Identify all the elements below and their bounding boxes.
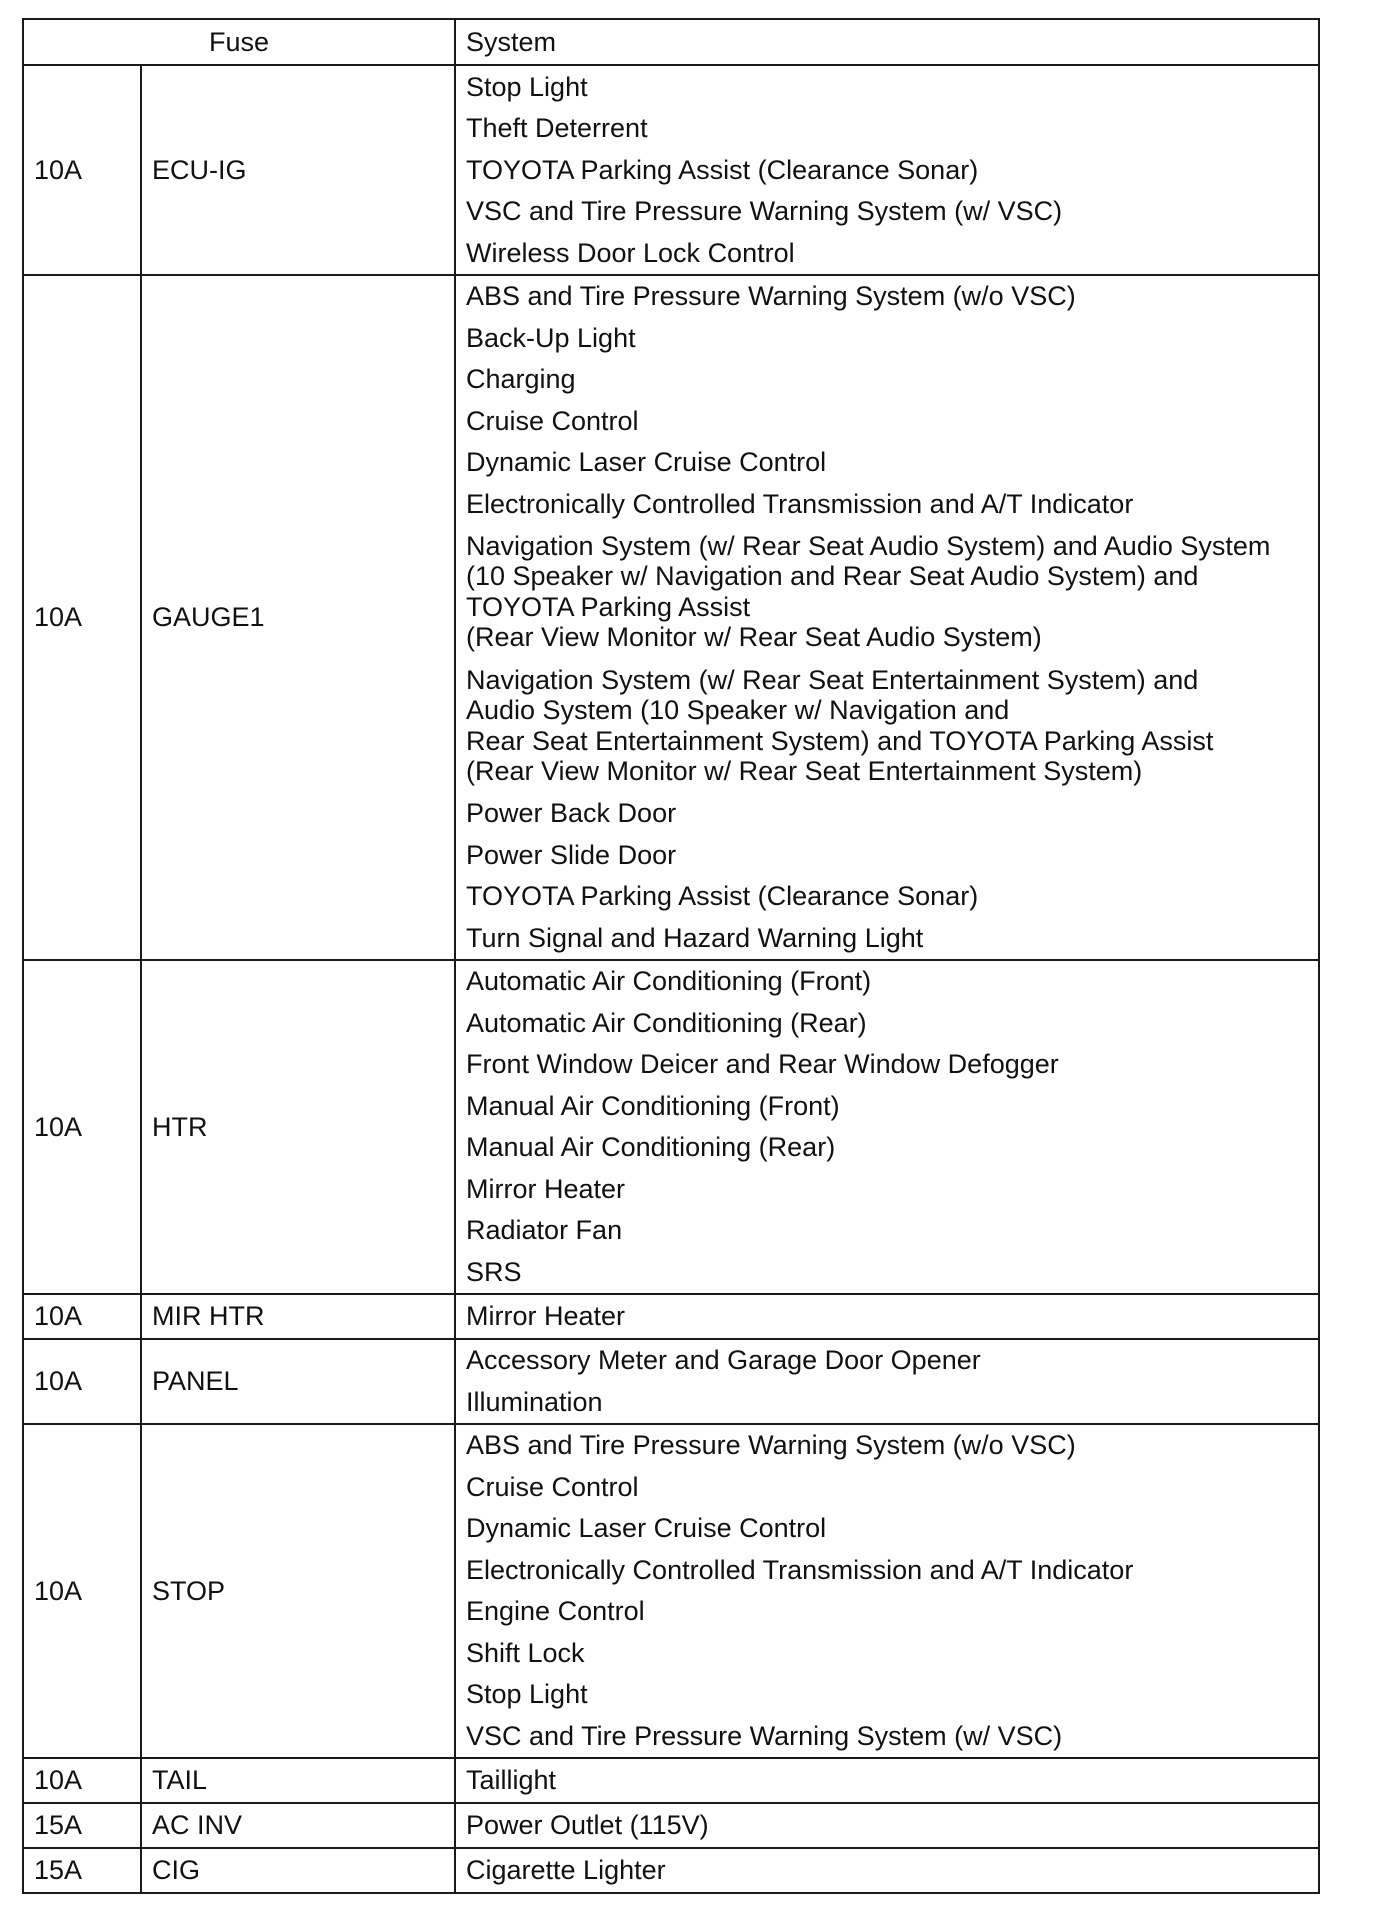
system-item: Stop Light	[466, 1679, 588, 1710]
fuse-name: ECU-IG	[141, 65, 455, 275]
system-item: Engine Control	[466, 1596, 645, 1627]
system-item-line: Navigation System (w/ Rear Seat Entertainment System) and	[466, 664, 1199, 695]
system-list	[455, 275, 1319, 960]
system-item-line: (Rear View Monitor w/ Rear Seat Entertainment System)	[466, 756, 1143, 786]
system-item: Manual Air Conditioning (Rear)	[466, 1132, 836, 1163]
fuse-amperage: 10A	[23, 1294, 141, 1339]
system-list	[455, 1339, 1319, 1424]
fuse-amperage: 10A	[23, 1424, 141, 1758]
system-item: Electronically Controlled Transmission and A/T Indicator	[466, 488, 1134, 519]
system-item: Cigarette Lighter	[466, 1855, 666, 1885]
system-item: Illumination	[466, 1386, 603, 1417]
system-item: Mirror Heater	[466, 1173, 626, 1204]
system-item: ABS and Tire Pressure Warning System (w/o VSC)	[466, 1430, 1076, 1461]
system-item: ABS and Tire Pressure Warning System (w/o VSC)	[466, 281, 1076, 312]
system-item: Cruise Control	[466, 405, 639, 436]
table-row	[23, 1848, 1319, 1893]
fuse-amperage: 10A	[23, 1758, 141, 1803]
system-item: Accessory Meter and Garage Door Opener	[466, 1345, 981, 1376]
system-list	[455, 65, 1319, 275]
table-row	[23, 1758, 1319, 1803]
system-item: Theft Deterrent	[466, 113, 648, 144]
system-item: VSC and Tire Pressure Warning System (w/ VSC)	[466, 1720, 1063, 1751]
system-item: Dynamic Laser Cruise Control	[466, 1513, 827, 1544]
system-item: Turn Signal and Hazard Warning Light	[466, 922, 924, 953]
system-item: Power Outlet (115V)	[466, 1810, 709, 1840]
fuse-name: GAUGE1	[141, 275, 455, 960]
system-item: Electronically Controlled Transmission and A/T Indicator	[466, 1554, 1134, 1585]
table-row	[23, 1803, 1319, 1848]
table-row	[23, 275, 1319, 960]
system-item-line: (Rear View Monitor w/ Rear Seat Audio System)	[466, 622, 1042, 652]
system-item: Shift Lock	[466, 1637, 585, 1668]
system-item: VSC and Tire Pressure Warning System (w/ VSC)	[466, 196, 1063, 227]
system-item: Cruise Control	[466, 1471, 639, 1502]
fuse-name: AC INV	[141, 1803, 455, 1848]
system-item: Power Slide Door	[466, 839, 677, 870]
system-item: Front Window Deicer and Rear Window Defogger	[466, 1049, 1059, 1080]
fuse-amperage: 10A	[23, 960, 141, 1294]
system-item: TOYOTA Parking Assist (Clearance Sonar)	[466, 154, 979, 185]
system-list	[455, 1424, 1319, 1758]
system-item-line: Audio System (10 Speaker w/ Navigation and	[466, 695, 1010, 725]
fuse-table	[22, 18, 1320, 1894]
fuse-name: HTR	[141, 960, 455, 1294]
system-item-line: Navigation System (w/ Rear Seat Audio System) and Audio System	[466, 530, 1271, 561]
header-fuse: Fuse	[23, 19, 455, 65]
system-item: Charging	[466, 364, 576, 395]
system-item: Stop Light	[466, 71, 588, 102]
fuse-name: CIG	[141, 1848, 455, 1893]
system-item: Manual Air Conditioning (Front)	[466, 1090, 840, 1121]
system-item: Dynamic Laser Cruise Control	[466, 447, 827, 478]
fuse-amperage: 10A	[23, 275, 141, 960]
system-item: Automatic Air Conditioning (Front)	[466, 966, 872, 997]
system-item: SRS	[466, 1256, 522, 1287]
system-item	[466, 659, 1308, 793]
fuse-name: PANEL	[141, 1339, 455, 1424]
system-list	[455, 960, 1319, 1294]
table-header-row	[23, 19, 1319, 65]
system-item: Mirror Heater	[466, 1301, 626, 1331]
system-item: Taillight	[466, 1765, 557, 1795]
system-list	[455, 1848, 1319, 1893]
header-system: System	[455, 19, 1319, 65]
system-item-line: TOYOTA Parking Assist	[466, 591, 751, 622]
fuse-name: STOP	[141, 1424, 455, 1758]
table-row	[23, 960, 1319, 1294]
system-list	[455, 1758, 1319, 1803]
table-row	[23, 65, 1319, 275]
table-body	[23, 65, 1319, 1893]
system-item	[466, 525, 1308, 659]
fuse-name: MIR HTR	[141, 1294, 455, 1339]
system-item: Automatic Air Conditioning (Rear)	[466, 1007, 867, 1038]
system-item-line: Rear Seat Entertainment System) and TOYOTA Parking Assist	[466, 725, 1214, 756]
system-item: Radiator Fan	[466, 1215, 623, 1246]
system-item: Wireless Door Lock Control	[466, 237, 795, 268]
system-item: Back-Up Light	[466, 322, 636, 353]
table-row	[23, 1424, 1319, 1758]
fuse-amperage: 15A	[23, 1803, 141, 1848]
table-row	[23, 1339, 1319, 1424]
system-list	[455, 1294, 1319, 1339]
system-item: Power Back Door	[466, 798, 677, 829]
fuse-amperage: 10A	[23, 65, 141, 275]
table-row	[23, 1294, 1319, 1339]
system-item-line: (10 Speaker w/ Navigation and Rear Seat Audio System) and	[466, 561, 1199, 591]
fuse-amperage: 10A	[23, 1339, 141, 1424]
system-list	[455, 1803, 1319, 1848]
fuse-name: TAIL	[141, 1758, 455, 1803]
fuse-amperage: 15A	[23, 1848, 141, 1893]
system-item: TOYOTA Parking Assist (Clearance Sonar)	[466, 881, 979, 912]
